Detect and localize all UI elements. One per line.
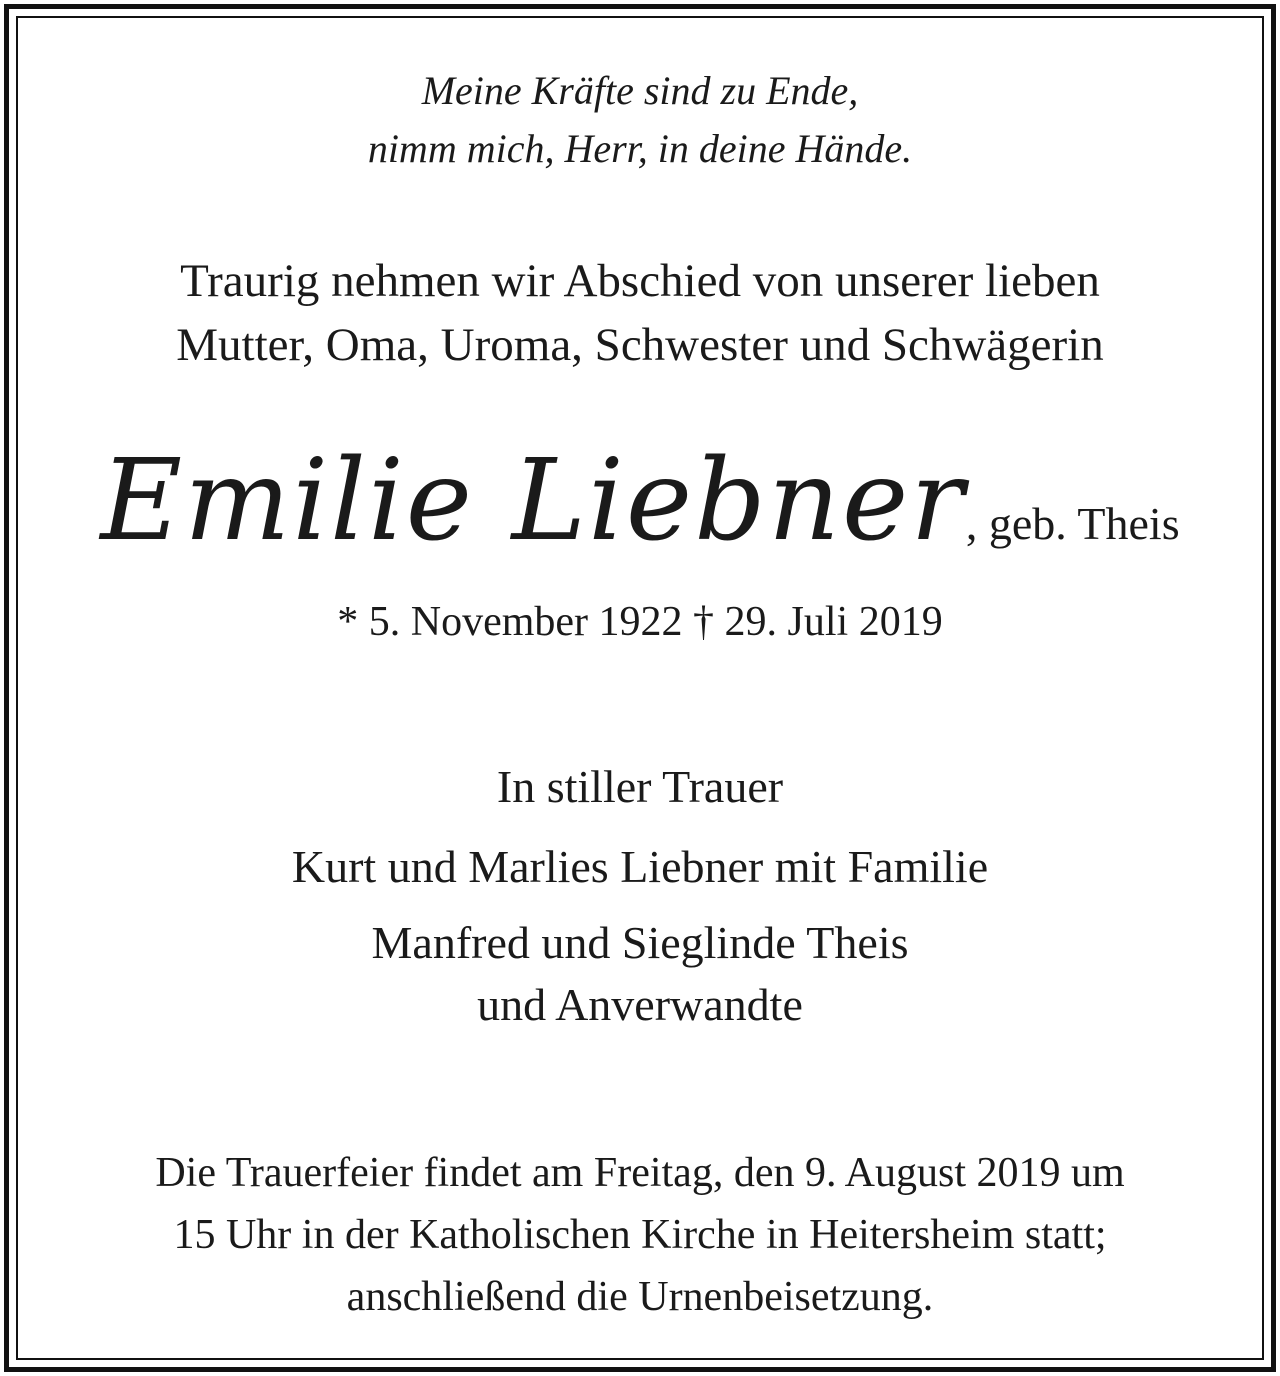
intro-line-2: Mutter, Oma, Uroma, Schwester und Schwägerin: [176, 319, 1104, 371]
ceremony-line-3: anschließend die Urnenbeisetzung.: [346, 1274, 934, 1320]
intro-line-1: Traurig nehmen wir Abschied von unserer lieben: [180, 255, 1100, 307]
deceased-name: Emilie Liebner: [100, 436, 966, 566]
mourning-heading: In stiller Trauer: [496, 761, 784, 812]
mourner-family-3: und Anverwandte: [477, 979, 803, 1030]
life-dates: * 5. November 1922 † 29. Juli 2019: [337, 599, 943, 645]
motto-line-1: Meine Kräfte sind zu Ende,: [421, 68, 859, 113]
deceased-name-row: [0, 436, 1280, 586]
motto-line-2: nimm mich, Herr, in deine Hände.: [367, 126, 913, 171]
ceremony-line-1: Die Trauerfeier findet am Freitag, den 9. August 2019 um: [155, 1150, 1125, 1196]
mourner-family-2: Manfred und Sieglinde Theis: [371, 917, 909, 968]
ceremony-line-2: 15 Uhr in der Katholischen Kirche in Heitersheim statt;: [173, 1212, 1107, 1258]
mourner-family-1: Kurt und Marlies Liebner mit Familie: [291, 841, 989, 892]
birth-name: , geb. Theis: [965, 498, 1180, 549]
